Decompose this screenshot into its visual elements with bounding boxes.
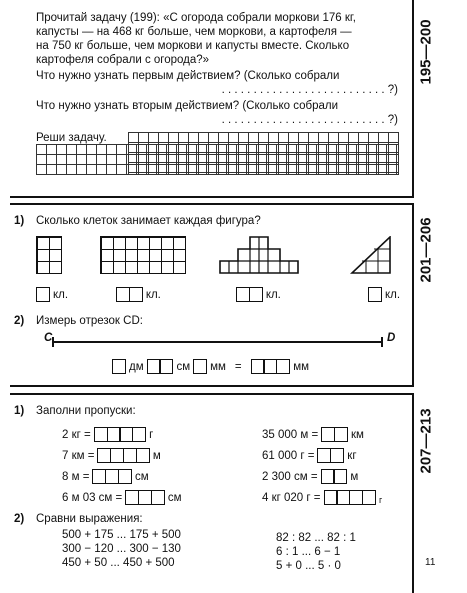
fill-item [62,427,153,442]
answer-box[interactable] [321,469,348,484]
task-text: Измерь отрезок CD: [36,315,143,327]
compare-expression[interactable]: 300 − 120 ... 300 − 130 [62,543,181,555]
fill-prefix: 2 300 см = [262,470,318,483]
answer-box[interactable] [97,448,149,463]
compare-expression[interactable]: 500 + 175 ... 175 + 500 [62,529,181,541]
fill-suffix: м [152,449,161,462]
fill-suffix: км [351,428,364,441]
answer-box[interactable] [94,427,146,442]
compare-expression[interactable]: 82 : 82 ... 82 : 1 [276,532,356,544]
unit-dm: дм [129,360,144,373]
point-d-label: D [387,332,396,344]
solution-grid-bottom[interactable] [36,144,399,175]
fill-item [62,469,149,484]
task-number: 2) [14,513,25,525]
solve-label: Реши задачу. [36,132,107,144]
fill-prefix: 6 м 03 см = [62,491,123,504]
task-text: Заполни пропуски: [36,405,136,417]
problem-text-line: картофеля собрали с огорода?» [36,54,210,66]
task-text: Сколько клеток занимает каждая фигура? [36,215,261,227]
unit-sm: см [176,360,191,373]
answer-box[interactable] [317,448,344,463]
fill-item [262,469,358,484]
unit-label: кл. [265,288,281,301]
section-bottom-border [10,196,414,198]
figure-stepped-pyramid [218,236,304,276]
fill-prefix: 35 000 м = [262,428,319,441]
fill-prefix: 4 кг 020 г = [262,491,321,504]
section-range-label: 195—200 [417,19,435,85]
compare-expression[interactable]: 6 : 1 ... 6 − 1 [276,546,341,558]
task-number: 1) [14,405,25,417]
figure-large-rectangle [100,236,186,274]
problem-text-line: капусты — на 468 кг больше, чем моркови, а картофеля — [36,26,352,38]
question-1-answer-dots[interactable]: . . . . . . . . . . . . . . . . . . . . . . . . . . ?) [221,84,398,96]
figure-3-answer [236,287,281,302]
page-number: 11 [425,557,436,568]
mm-box[interactable] [193,359,207,374]
question-1-text: Что нужно узнать первым действием? (Сколько собрали [36,70,340,82]
unit-mm: мм [293,360,310,373]
point-c-label: C [44,332,53,344]
question-2-text: Что нужно узнать вторым действием? (Сколько собрали [36,100,339,112]
unit-label: кл. [53,288,69,301]
figure-triangle [350,236,394,276]
unit-mm: мм [210,360,226,373]
answer-box[interactable] [324,490,376,505]
figure-2-answer [116,287,161,302]
section-top-border [10,393,414,395]
fill-suffix: см [167,491,182,504]
unit-label: кл. [385,288,401,301]
section-right-border [412,0,414,197]
section-range-label: 201—206 [417,217,435,283]
fill-prefix: 2 кг = [62,428,91,441]
section-bottom-border [10,385,414,387]
fill-item [262,490,382,505]
problem-text-line: на 750 кг больше, чем моркови и капусты вместе. Сколько [36,40,350,52]
compare-expression[interactable]: 450 + 50 ... 450 + 500 [62,557,175,569]
fill-suffix: м [350,470,359,483]
segment-measure-answer [112,359,309,374]
task-number: 1) [14,215,25,227]
task-text: Сравни выражения: [36,513,143,525]
fill-suffix: г [149,428,154,441]
answer-box[interactable] [92,469,132,484]
fill-item [262,448,357,463]
answer-box[interactable] [368,287,382,302]
compare-expression[interactable]: 5 + 0 ... 5 · 0 [276,560,341,572]
fill-item [62,448,161,463]
figure-4-answer [368,287,400,302]
segment-end-d [381,337,383,347]
section-range-label: 207—213 [417,408,435,474]
sm-box[interactable] [147,359,174,374]
section-right-border [412,393,414,593]
fill-item [262,427,364,442]
answer-box[interactable] [321,427,348,442]
question-2-answer-dots[interactable]: . . . . . . . . . . . . . . . . . . . . . . . . . . ?) [221,114,398,126]
answer-box[interactable] [116,287,143,302]
segment-cd [52,341,382,343]
section-right-border [412,203,414,386]
dm-box[interactable] [112,359,126,374]
fill-prefix: 61 000 г = [262,449,315,462]
fill-prefix: 7 км = [62,449,95,462]
fill-suffix: кг [347,449,357,462]
figure-small-rectangle [36,236,62,274]
fill-suffix: см [135,470,149,483]
section-top-border [10,203,414,205]
segment-end-c [52,337,54,347]
answer-box[interactable] [125,490,165,505]
task-number: 2) [14,315,25,327]
figure-1-answer [36,287,68,302]
fill-item [62,490,182,505]
problem-text-line: Прочитай задачу (199): «С огорода собрали моркови 176 кг, [36,12,356,24]
equals-sign: = [234,360,242,373]
fill-prefix: 8 м = [62,470,90,483]
fill-suffix: г [378,495,383,505]
total-mm-box[interactable] [251,359,291,374]
unit-label: кл. [145,288,161,301]
answer-box[interactable] [236,287,263,302]
answer-box[interactable] [36,287,50,302]
